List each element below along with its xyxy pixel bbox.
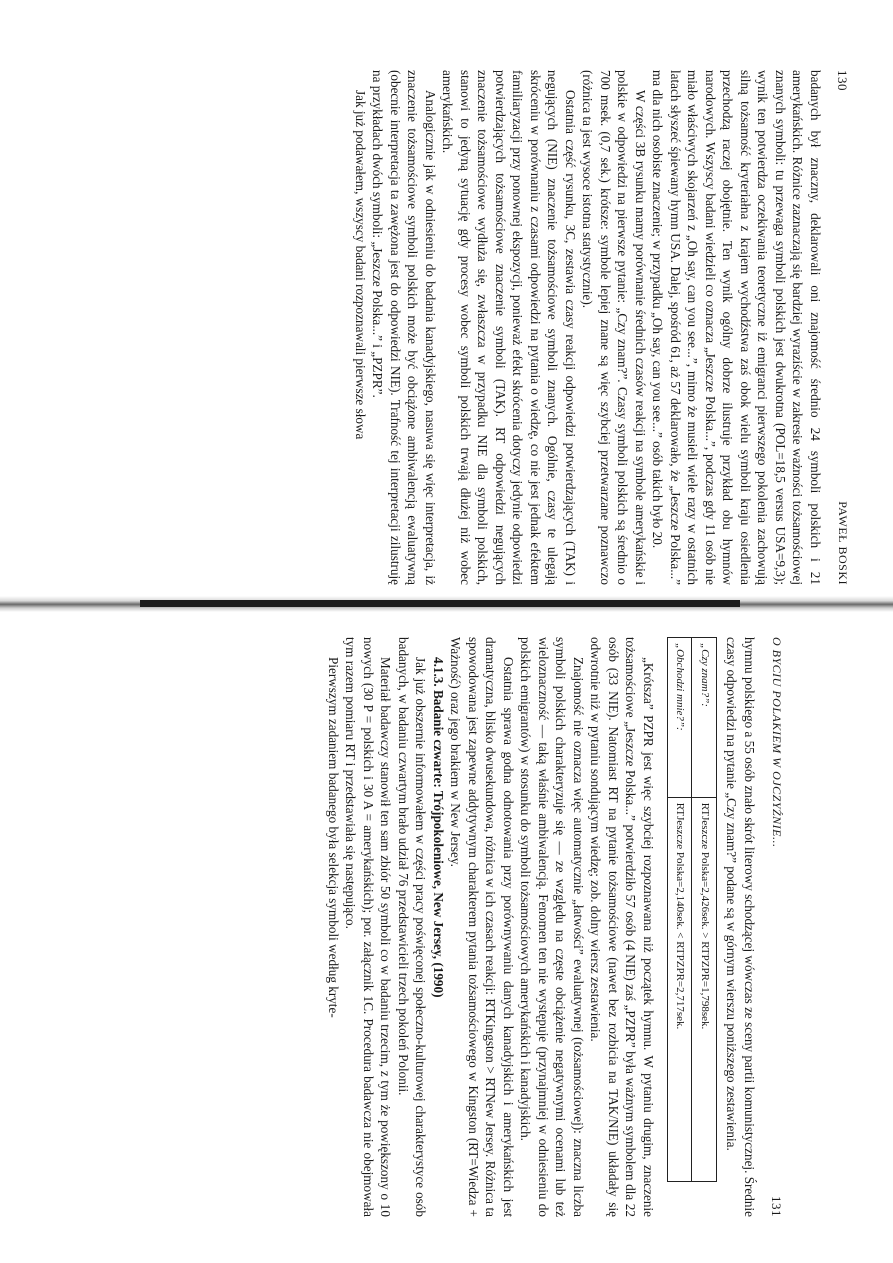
table-row bbox=[692, 638, 717, 1182]
paragraph: Jak już obszernie informowałem w części pracy poświęconej społeczno-kulturowej charakterystyce osób badanych, w badaniu czwartym brało udział 76 przedstawicieli trzech pokoleń Polonii. bbox=[396, 637, 429, 1217]
page-header bbox=[768, 637, 784, 1217]
running-head: O BYCIU POLAKIEM W OJCZYŹNIE... bbox=[770, 637, 784, 848]
spine-shadow bbox=[140, 600, 740, 607]
comparison-table bbox=[667, 637, 717, 1182]
paragraph: „Krótsza” PZPR jest więc szybciej rozpoznawana niż początek hymnu. W pytaniu drugim, znaczenie tożsamościowe „Jeszcze Polska...” potwierdziło 57 osób (4 NIE) zaś „PZPR” była ważnym symbolem dla 22 osób (33 NIE). Natomiast RT na pytanie tożsamościowe (nawet bez rozbicia na TAK/NIE) układały się odwrotnie niż w pytaniu sondującym wiedzę; zob. dolny wiersz zestawienia. bbox=[588, 637, 656, 1217]
paragraph: Ostatnia sprawa godna odnotowania przy porównywaniu danych kanadyjskich i amerykańskich jest dramatyczna, blisko dwusekundowa, różnica w ich czasach reakcji: RTKingston > RTNew Jersey. Różnica ta spowodowana jest zapewne addytywnym charakterem pytania tożsamościowego w Kingston (RT=Wiedza + Ważność) oraz jego brakiem w New Jersey. bbox=[448, 637, 516, 1217]
table-cell: RTJeszcze Polska=2,140sek. < RTPZPR=2,717sek. bbox=[668, 797, 693, 1181]
page-number: 130 bbox=[835, 70, 850, 91]
paragraph: W części 3B rysunku mamy porównanie średnich czasów reakcji na symbole amerykańskie i polskie w odpowiedzi na pierwsze pytanie: „Czy znam?”. Czasy symboli polskich są średnio o 700 msek. (0,7 sek.) krótsze: symbole lepiej znane są więc szybciej przetwarzane poznawczo (różnica ta jest wysoce istotna statystycznie). bbox=[580, 70, 648, 585]
page-body bbox=[325, 637, 759, 1217]
page-header bbox=[834, 70, 850, 585]
page-body bbox=[352, 70, 825, 585]
table-cell: „Obchodzi mnie?”: bbox=[668, 638, 693, 798]
paragraph: Jak już podawałem, wszyscy badani rozpoznawali pierwsze słowa bbox=[353, 90, 368, 440]
paragraph: hymnu polskiego a 55 osób znało skrót literowy schodzącej wówczas ze sceny partii komunistycznej. Średnie czasy odpowiedzi na pytanie „Czy znam?” podane są w górnym wierszu poniższego zestawienia. bbox=[724, 637, 757, 1217]
running-head: PAWEŁ BOSKI bbox=[836, 501, 850, 585]
paragraph: badanych był znaczny, deklarowali oni znajomość średnio 24 symboli polskich i 21 amerykańskich. Różnice zaznaczają się bardziej wyraziście w zakresie ważności tożsamościowej znanych symboli: tu przewaga symboli polskich jest dwukrotna (POL=18,5 versus USA=9,3); wynik ten potwierdza oczekiwania teoretyczne iż emigranci pierwszego pokolenia zachowują silną tożsamość kryteriałna z krajem wychodźstwa zaś obok wielu symboli kraju osiedlenia przechodzą raczej obojętnie. Ten wynik ogólny dobrze ilustruje przykład obu hymnów narodowych. Wszyscy badani wiedzieli co oznacza „Jeszcze Polska...”, podczas gdy 11 osób nie miało właściwych skojarzeń z „Oh say, can you see...”, mimo że musieli wiele razy w ostatnich latach słyszeć śpiewany hymn USA. Dalej, spośród 61, aż 57 deklarowało, że „Jeszcze Polska...” ma dla nich osobiste znaczenie; w przypadku „Oh say, can you see...” osób takich było 20. bbox=[650, 70, 823, 585]
table-cell: „Czy znam?”: bbox=[692, 638, 717, 798]
table-row bbox=[668, 638, 693, 1182]
table-cell: RTJeszcze Polska=2,426sek. > RTPZPR=1,798sek. bbox=[692, 797, 717, 1181]
paragraph: Analogicznie jak w odniesieniu do badania kanadyjskiego, nasuwa się więc interpretacja, iż znaczenie tożsamościowe symboli polskich może być obciążone ambiwalencją ewaluatywną (obecnie interpretacja ta zawężona jest do odpowiedzi NIE). Trafność tej interpretacji zilustruję na przykładach dwóch symboli: „Jeszcze Polska...” i „PZPR”. bbox=[370, 70, 438, 585]
section-title: 4.1.3. Badanie czwarte: Trójpokoleniowe, New Jersey, (1990) bbox=[431, 657, 446, 998]
paragraph: Materiał badawczy stanowił ten sam zbiór 50 symboli co w badaniu trzecim, z tym że powiększony o 10 nowych (30 P = polskich i 30 A = amerykańskich); por. załącznik 1C. Procedura badawcza nie obejmowała tym razem pomiaru RT i przedstawiała się następująco. bbox=[343, 637, 394, 1217]
paragraph: Znajomość nie oznacza więc automatycznie „łatwości” ewaluatywnej (tożsamościowej): znaczna liczba symboli polskich charakteryzuje się — ze względu na częste obciążenie negatywnymi ocenami lub też wieloznaczność — taką właśnie ambiwalencją. Fenomen ten nie występuje (przynajmniej w odniesieniu do polskich emigrantów) w stosunku do symboli tożsamościowych amerykańskich i kanadyjskich. bbox=[518, 637, 586, 1217]
paragraph: Ostatnia część rysunku, 3C, zestawia czasy reakcji odpowiedzi potwierdzających (TAK) i negujących (NIE) znaczenie tożsamościowe symboli znanych. Ogólnie, czasy te ulegają skróceniu w porównaniu z czasami odpowiedzi na pytania o wiedzę, co nie jest jednak efektem familiaryzacji przy ponownej ekspozycji, ponieważ efekt skrócenia dotyczy jedynie odpowiedzi potwierdzających tożsamościowe znaczenie symboli (TAK). RT odpowiedzi negujących znaczenie tożsamościowe wydłuża się, zwłaszcza w przypadku NIE dla symboli polskich, stanowi to jedyną sytuację gdy procesy wobec symboli polskich trwają dłużej niż wobec amerykańskich. bbox=[440, 70, 578, 585]
page-number: 131 bbox=[769, 1196, 784, 1217]
page-130 bbox=[70, 70, 850, 585]
page-131 bbox=[69, 637, 784, 1217]
paragraph: Pierwszym zadaniem badanego była selekcja symboli według kryte- bbox=[326, 657, 341, 1018]
